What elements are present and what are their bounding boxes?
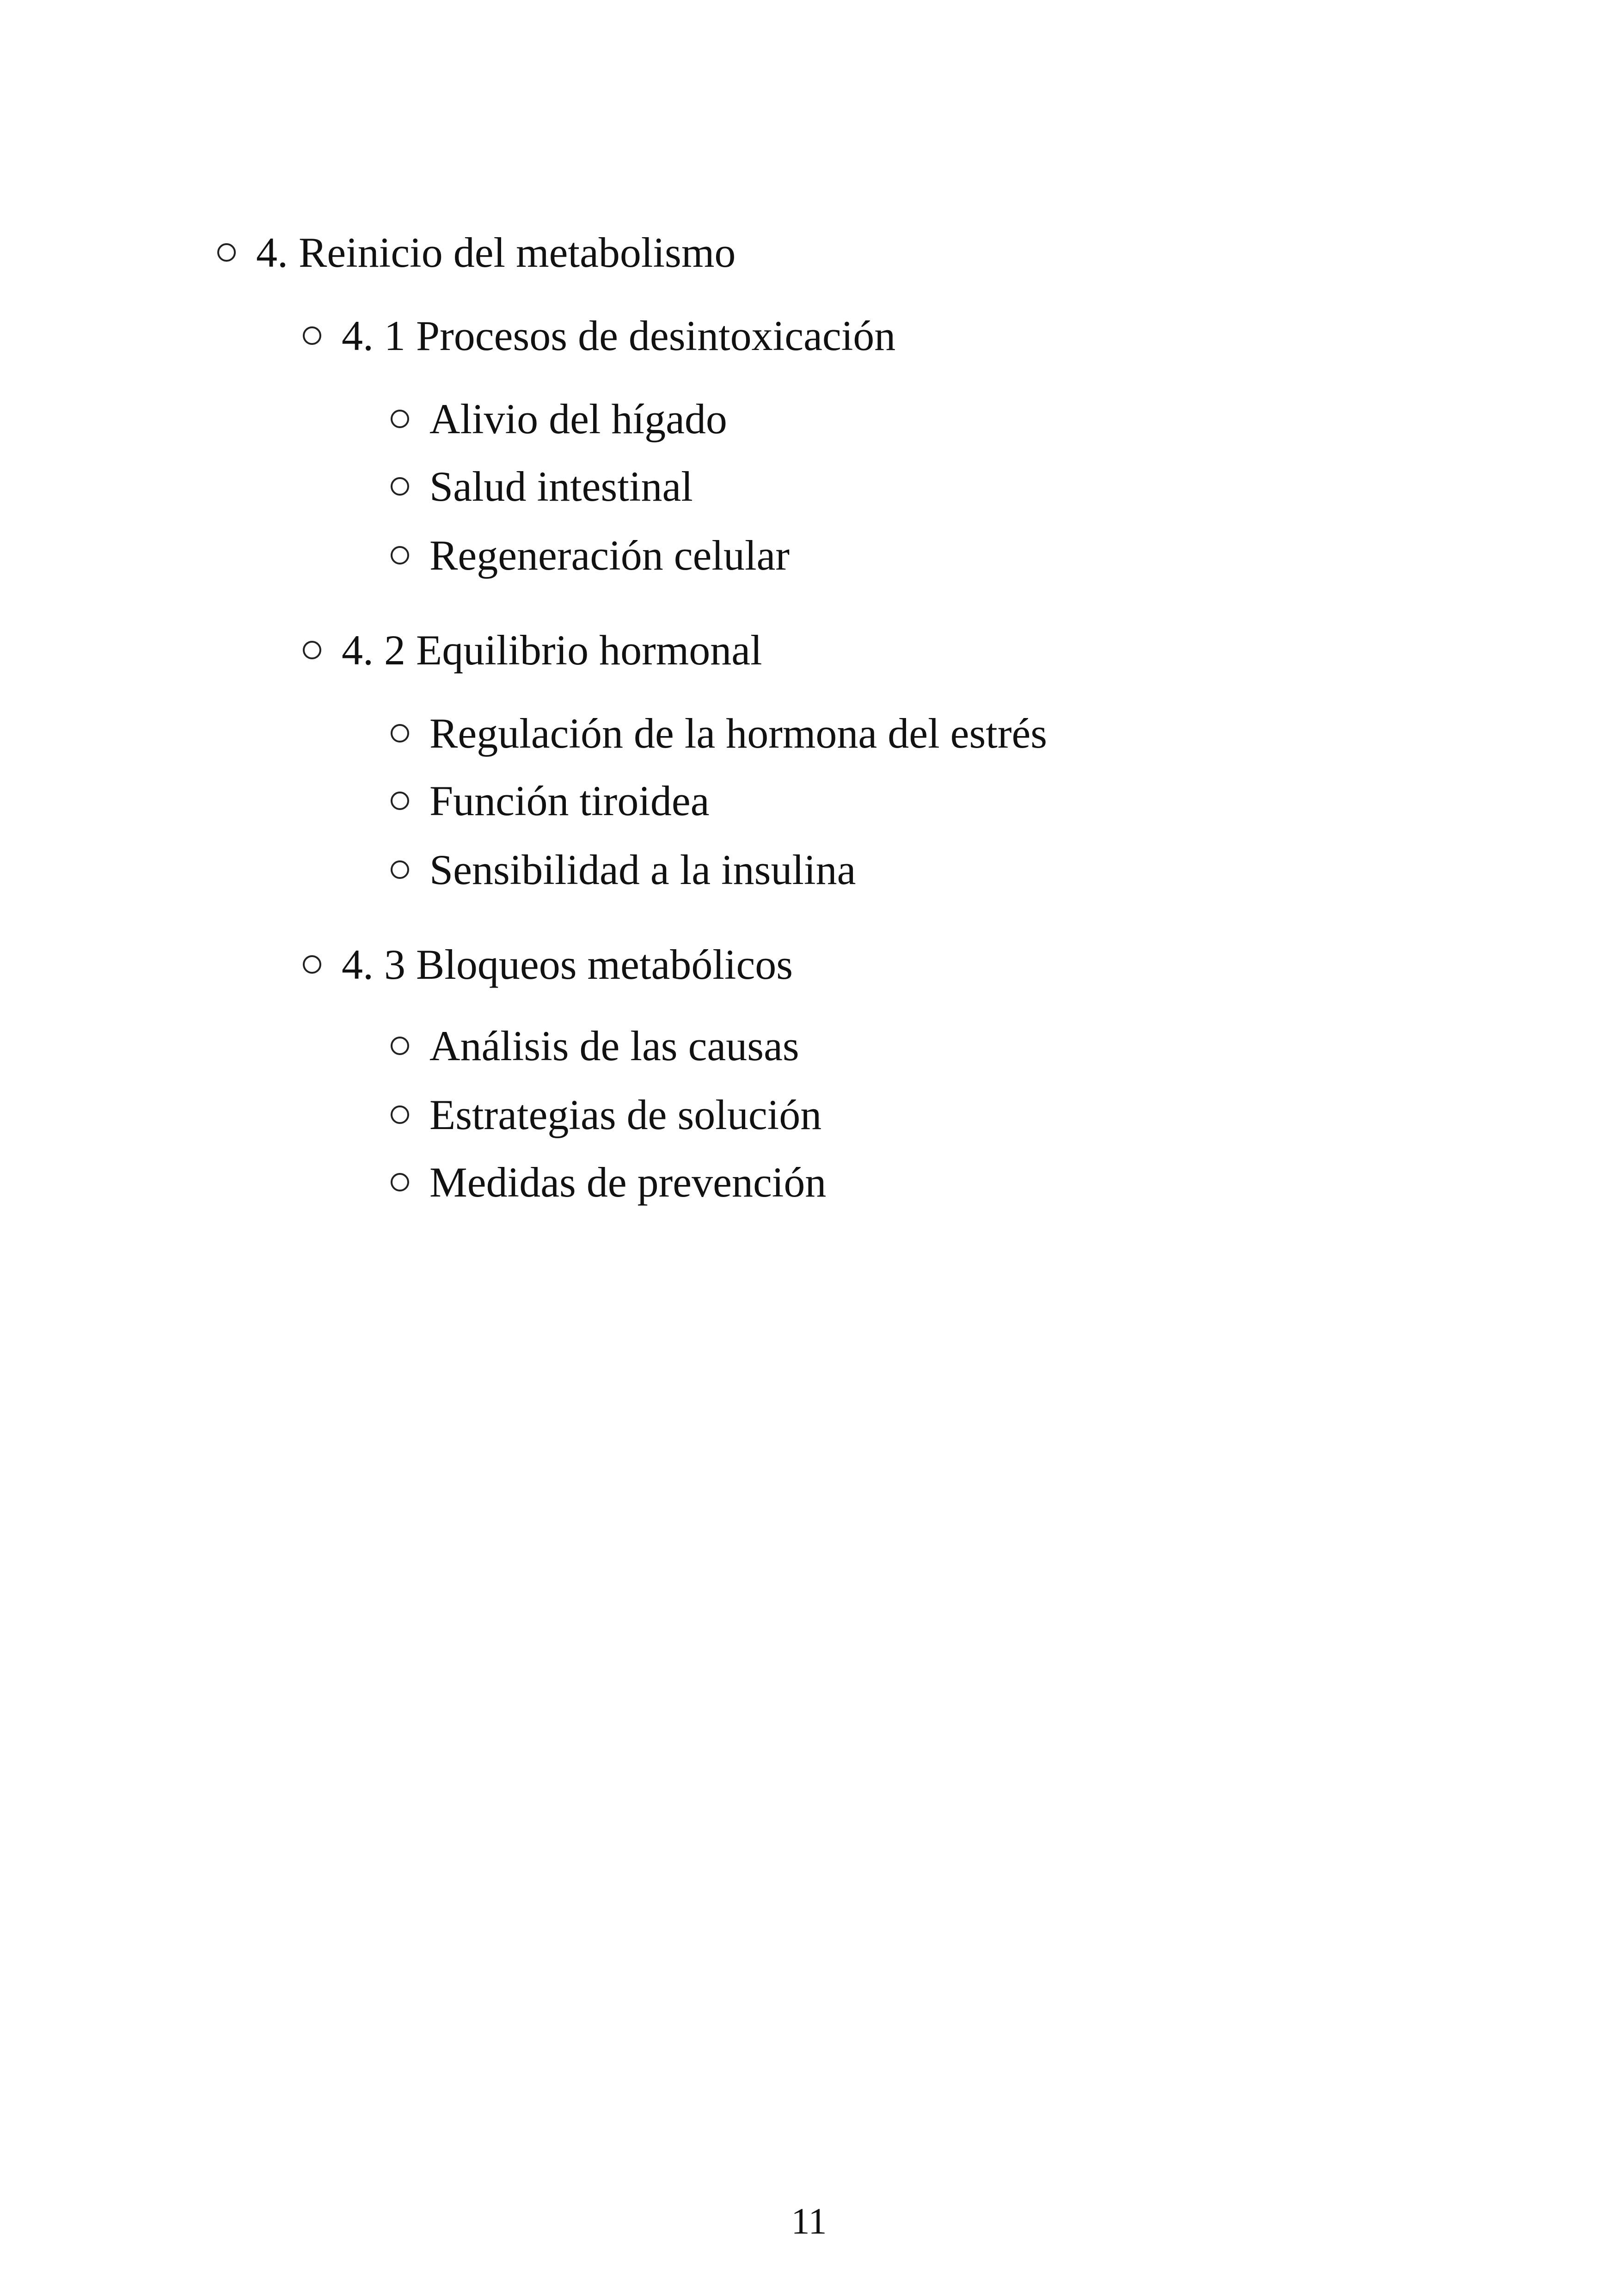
hollow-circle-bullet-icon	[303, 955, 321, 974]
outline-item	[391, 712, 1047, 755]
hollow-circle-bullet-icon	[391, 860, 409, 879]
outline-item-text: Análisis de las causas	[429, 1022, 799, 1069]
outline-item	[391, 534, 790, 577]
hollow-circle-bullet-icon	[391, 546, 409, 565]
outline-item-text: Medidas de prevención	[429, 1159, 827, 1206]
outline-item	[391, 1159, 827, 1206]
hollow-circle-bullet-icon	[391, 792, 409, 810]
outline-item	[391, 1022, 799, 1069]
outline-item-text: Regeneración celular	[429, 532, 790, 579]
hollow-circle-bullet-icon	[391, 477, 409, 496]
page-number: 11	[791, 2201, 827, 2242]
hollow-circle-bullet-icon	[391, 1037, 409, 1055]
outline-item	[391, 1093, 821, 1136]
outline-item-text: Alivio del hígado	[429, 395, 727, 442]
outline-subsection	[303, 626, 762, 674]
hollow-circle-bullet-icon	[391, 410, 409, 428]
outline-item	[391, 777, 710, 824]
hollow-circle-bullet-icon	[303, 326, 321, 345]
subsection-title: 4. 1 Procesos de desintoxicación	[342, 312, 896, 359]
hollow-circle-bullet-icon	[391, 1173, 409, 1191]
outline-item	[391, 395, 727, 442]
subsection-title: 4. 3 Bloqueos metabólicos	[342, 941, 793, 988]
hollow-circle-bullet-icon	[217, 243, 236, 262]
outline-item-text: Salud intestinal	[429, 463, 693, 510]
hollow-circle-bullet-icon	[391, 1105, 409, 1124]
hollow-circle-bullet-icon	[391, 724, 409, 743]
subsection-title: 4. 2 Equilibrio hormonal	[342, 626, 762, 674]
outline-item-text: Sensibilidad a la insulina	[429, 846, 856, 893]
outline-item	[391, 465, 693, 508]
outline-section	[217, 231, 735, 274]
outline-item-text: Estrategias de solución	[429, 1091, 822, 1138]
outline-subsection	[303, 943, 793, 986]
hollow-circle-bullet-icon	[303, 641, 321, 659]
outline-subsection	[303, 314, 895, 357]
outline-item-text: Regulación de la hormona del estrés	[429, 710, 1048, 757]
outline-item-text: Función tiroidea	[429, 777, 710, 824]
outline-item	[391, 848, 856, 891]
section-title: 4. Reinicio del metabolismo	[256, 229, 736, 276]
